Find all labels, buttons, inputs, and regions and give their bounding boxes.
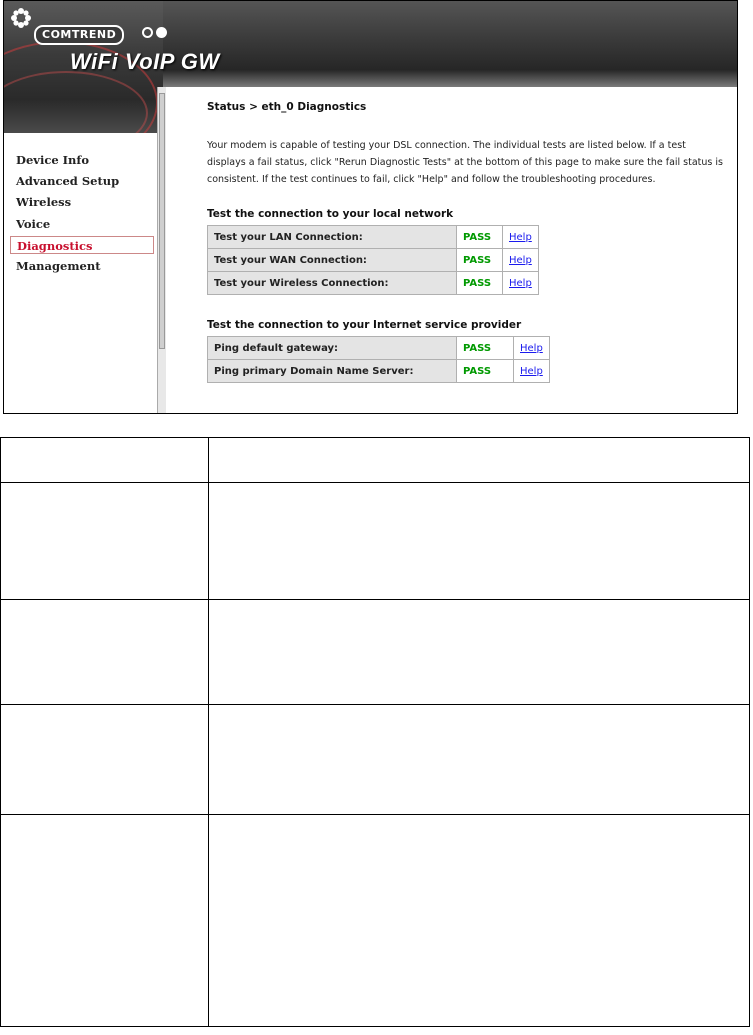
table-cell <box>209 705 750 815</box>
table-row <box>208 226 539 249</box>
status-pass: PASS <box>457 249 503 272</box>
document-table <box>0 437 750 1027</box>
brand-logo: COMTREND <box>34 25 124 45</box>
test-label: Test your LAN Connection: <box>208 226 457 249</box>
table-cell <box>1 815 209 1027</box>
help-link[interactable]: Help <box>503 226 539 249</box>
table-cell <box>209 483 750 600</box>
table-row <box>1 438 750 483</box>
table-cell <box>209 600 750 705</box>
header-banner-right <box>163 1 737 87</box>
table-row <box>1 600 750 705</box>
isp-table <box>207 336 550 383</box>
help-link[interactable]: Help <box>514 337 550 360</box>
table-cell <box>1 705 209 815</box>
status-pass: PASS <box>457 272 503 295</box>
isp-title: Test the connection to your Internet service provider <box>207 319 522 331</box>
status-pass: PASS <box>457 226 503 249</box>
test-label: Ping primary Domain Name Server: <box>208 360 457 383</box>
sidebar-nav <box>4 133 158 414</box>
local-network-title: Test the connection to your local network <box>207 208 454 220</box>
breadcrumb: Status > eth_0 Diagnostics <box>207 101 367 113</box>
help-link[interactable]: Help <box>503 249 539 272</box>
table-cell <box>1 483 209 600</box>
status-pass: PASS <box>457 337 514 360</box>
help-link[interactable]: Help <box>514 360 550 383</box>
table-cell <box>1 438 209 483</box>
test-label: Test your Wireless Connection: <box>208 272 457 295</box>
product-title: WiFi VoIP GW <box>70 49 220 74</box>
sidebar-item-advanced-setup[interactable]: Advanced Setup <box>16 174 120 188</box>
table-cell <box>209 438 750 483</box>
logo-ring-icon <box>142 27 153 38</box>
table-row <box>208 337 550 360</box>
logo-dot-icon <box>156 27 167 38</box>
help-link[interactable]: Help <box>503 272 539 295</box>
sidebar-item-device-info[interactable]: Device Info <box>16 153 90 167</box>
local-network-table <box>207 225 539 295</box>
router-screenshot <box>3 0 738 414</box>
table-row <box>208 249 539 272</box>
test-label: Test your WAN Connection: <box>208 249 457 272</box>
scrollbar-thumb[interactable] <box>159 93 165 349</box>
table-row <box>1 705 750 815</box>
table-cell <box>209 815 750 1027</box>
test-label: Ping default gateway: <box>208 337 457 360</box>
sidebar-scrollbar[interactable] <box>157 87 166 414</box>
intro-text: Your modem is capable of testing your DSL connection. The individual tests are listed below. If a test displays a fail status, click "Rerun Diagnostic Tests" at the bottom of this page to make sure the fail status is consistent. If the test continues to fail, click "Help" and follow the troubleshooting procedures. <box>207 140 723 185</box>
logo-flower-icon <box>10 7 32 29</box>
sidebar-item-voice[interactable]: Voice <box>16 217 51 231</box>
table-row <box>208 360 550 383</box>
sidebar-item-wireless[interactable]: Wireless <box>16 195 72 209</box>
table-row <box>208 272 539 295</box>
status-pass: PASS <box>457 360 514 383</box>
table-row <box>1 815 750 1027</box>
table-cell <box>1 600 209 705</box>
main-content <box>166 87 737 413</box>
sidebar-item-management[interactable]: Management <box>16 259 101 273</box>
table-row <box>1 483 750 600</box>
sidebar-item-diagnostics[interactable]: Diagnostics <box>10 236 154 254</box>
